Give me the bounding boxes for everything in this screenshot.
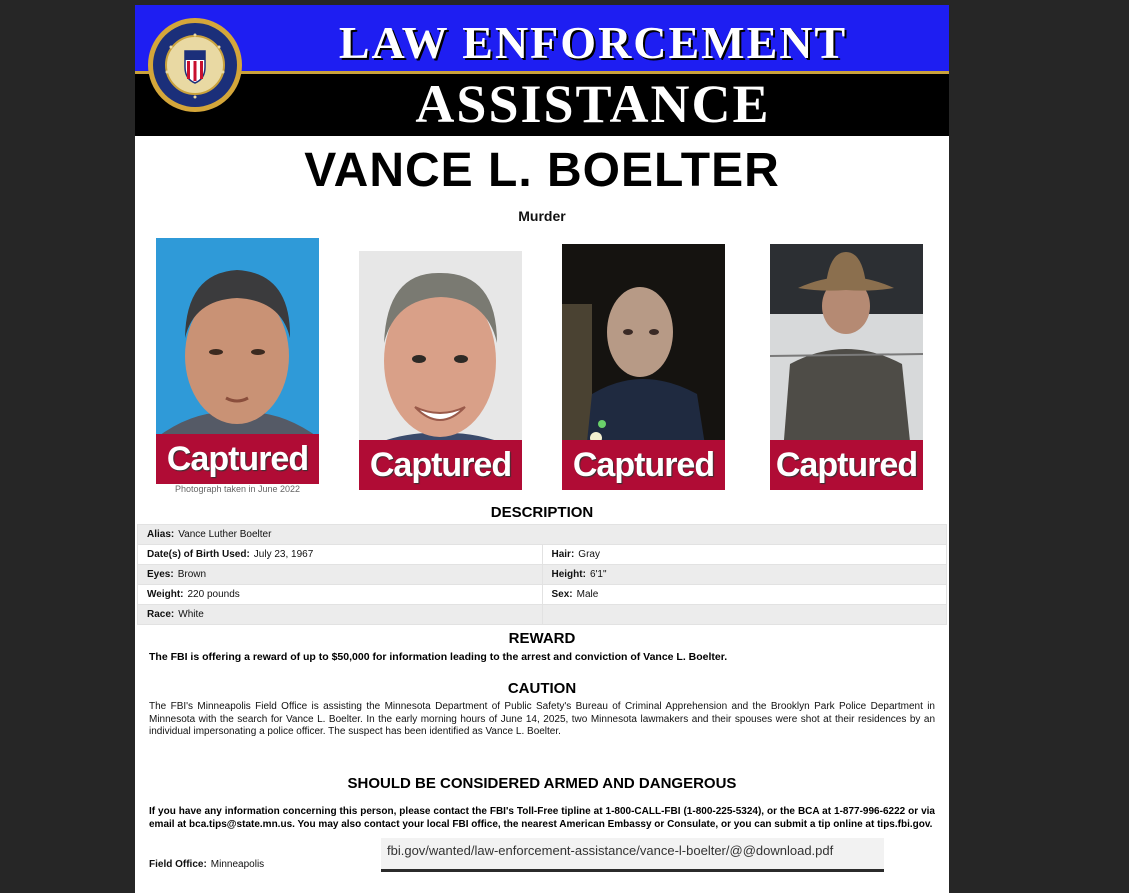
table-row	[138, 585, 947, 605]
reward-heading: REWARD	[508, 630, 576, 647]
race-value: White	[178, 609, 204, 620]
dob-value: July 23, 1967	[253, 549, 314, 560]
weight-label: Weight:	[147, 589, 184, 600]
hair-label: Hair:	[551, 549, 575, 560]
armed-dangerous-warning: SHOULD BE CONSIDERED ARMED AND DANGEROUS	[347, 775, 737, 792]
alias-label: Alias:	[147, 529, 175, 540]
field-office-label: Field Office:	[149, 859, 207, 870]
suspect-photo-2	[359, 251, 522, 490]
field-office-value: Minneapolis	[210, 859, 265, 870]
sex-value: Male	[576, 589, 599, 600]
caution-text: The FBI's Minneapolis Field Office is assisting the Minnesota Department of Public Safety's Bureau of Criminal Apprehension and the Brooklyn Park Police Department in Minnesota with the search for Vance L. Boelter. In the early morning hours of June 14, 2025, two Minnesota lawmakers and their spouses were shot at their residences by an individual impersonating a police officer. The suspect has been identified as Vance L. Boelter.	[149, 701, 935, 737]
table-row	[138, 545, 947, 565]
field-office	[149, 859, 264, 870]
hair-value: Gray	[578, 549, 600, 560]
table-row	[138, 565, 947, 585]
contact-info: If you have any information concerning this person, please contact the FBI's Toll-Free tipline at 1-800-CALL-FBI (1-800-225-5324), or the BCA at 1-877-996-6222 or via email at bca.tips@state.mn.us. You may also contact your local FBI office, the nearest American Embassy or Consulate, or you can submit a tip online at tips.fbi.gov.	[149, 806, 935, 830]
eyes-label: Eyes:	[147, 569, 174, 580]
banner-title: LAW ENFORCEMENT	[338, 17, 848, 68]
subject-crime: Murder	[518, 208, 566, 224]
description-table	[137, 524, 947, 625]
fbi-seal-icon	[147, 17, 243, 113]
race-label: Race:	[147, 609, 175, 620]
sex-label: Sex:	[551, 589, 573, 600]
height-value: 6'1"	[589, 569, 607, 580]
reward-text: The FBI is offering a reward of up to $50,000 for information leading to the arrest and conviction of Vance L. Boelter.	[149, 651, 728, 663]
link-url-tooltip: fbi.gov/wanted/law-enforcement-assistance/vance-l-boelter/@@download.pdf	[381, 838, 884, 872]
height-label: Height:	[551, 569, 586, 580]
captured-label: Captured	[156, 434, 319, 484]
dob-label: Date(s) of Birth Used:	[147, 549, 250, 560]
suspect-photo-4	[770, 244, 923, 490]
poster-page	[135, 5, 949, 893]
table-row	[138, 525, 947, 545]
description-heading: DESCRIPTION	[490, 504, 594, 521]
photo-caption: Photograph taken in June 2022	[174, 484, 301, 494]
captured-label: Captured	[562, 440, 725, 490]
table-row	[138, 605, 947, 625]
eyes-value: Brown	[177, 569, 207, 580]
caution-heading: CAUTION	[507, 680, 577, 697]
alias-value: Vance Luther Boelter	[178, 529, 272, 540]
captured-label: Captured	[359, 440, 522, 490]
subject-name: VANCE L. BOELTER	[304, 144, 780, 197]
suspect-photo-1	[156, 238, 319, 484]
captured-label: Captured	[770, 440, 923, 490]
weight-value: 220 pounds	[187, 589, 240, 600]
suspect-photo-3	[562, 244, 725, 490]
banner-subtitle: ASSISTANCE	[415, 74, 771, 134]
